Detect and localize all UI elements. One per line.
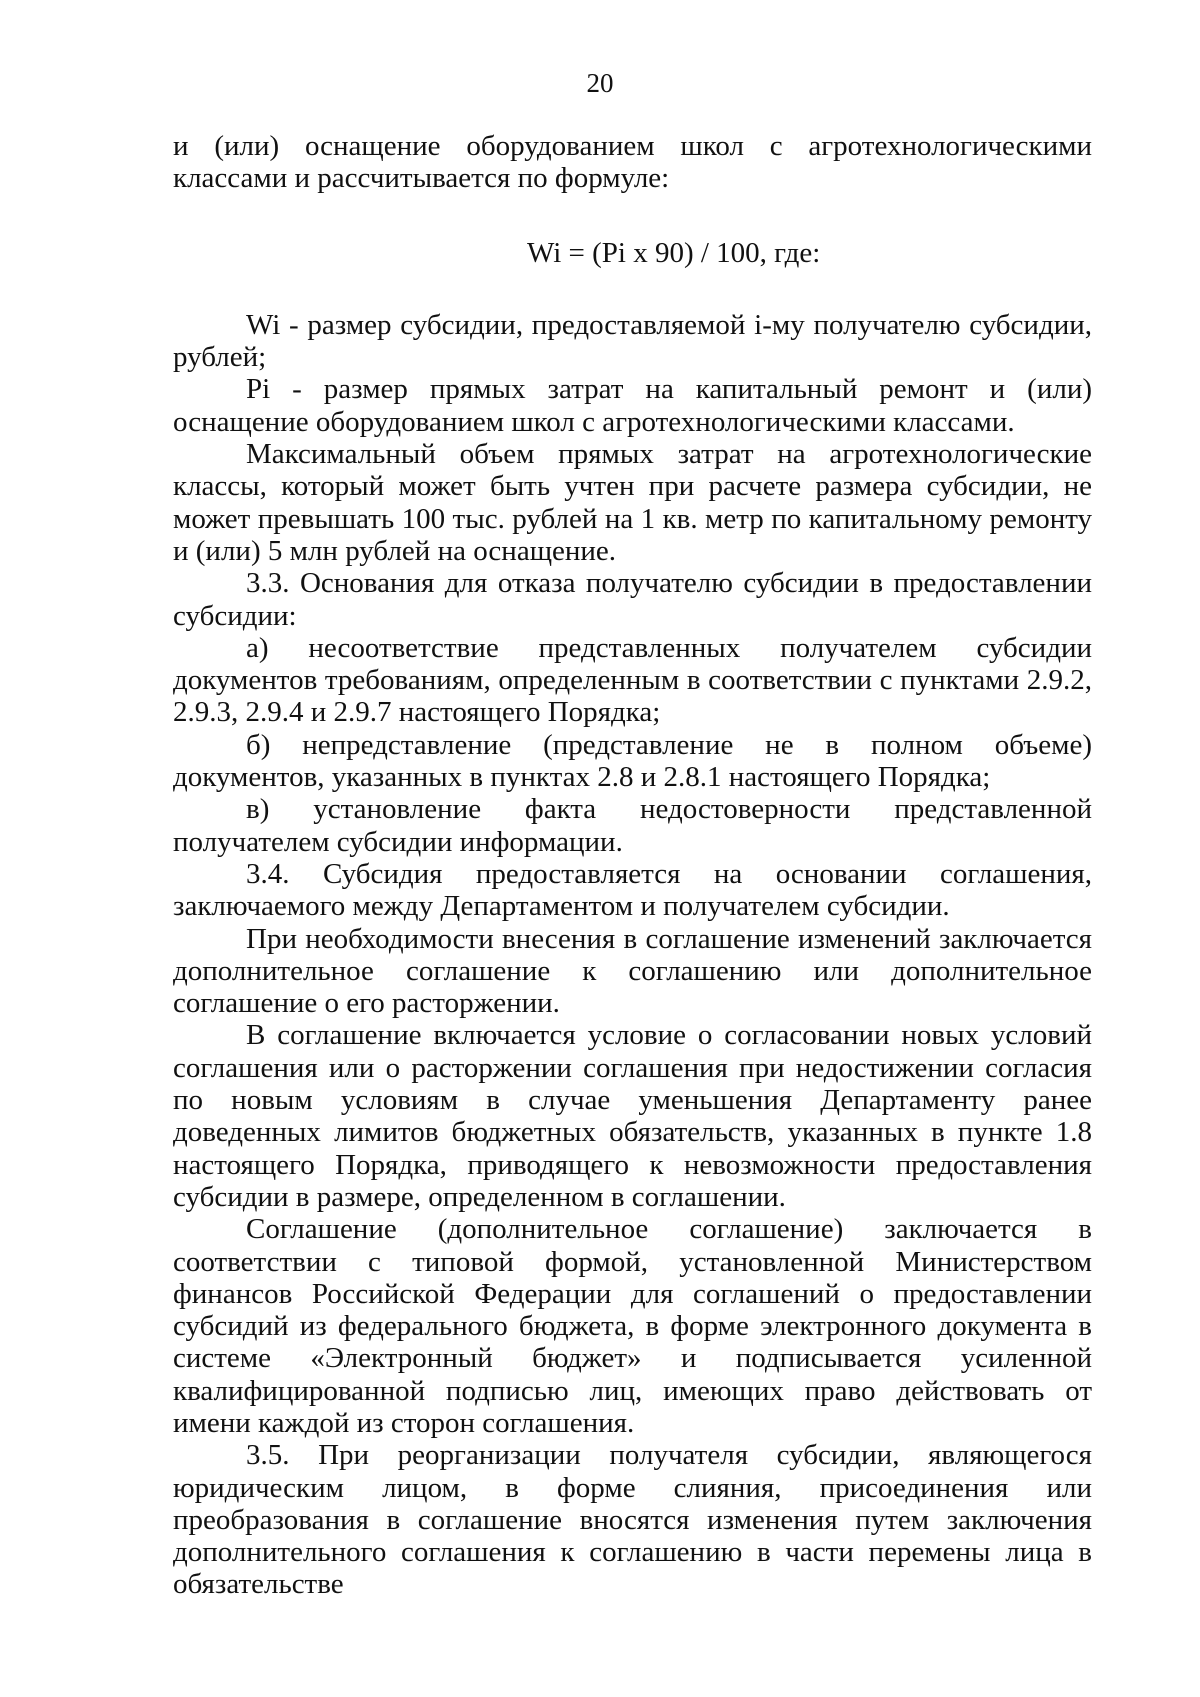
paragraph-amendments: При необходимости внесения в соглашение изменений заключается дополнительное соглашение к соглашению или дополнительное соглашение о его расторжении. xyxy=(173,922,1092,1020)
paragraph-3-4: 3.4. Субсидия предоставляется на основании соглашения, заключаемого между Департаментом и получателем субсидии. xyxy=(173,857,1092,923)
formula: Wi = (Pi x 90) / 100, где: xyxy=(527,236,821,269)
document-body xyxy=(173,130,1092,1601)
paragraph-3-3: 3.3. Основания для отказа получателю субсидии в предоставлении субсидии: xyxy=(173,567,1092,632)
paragraph-max-costs: Максимальный объем прямых затрат на агротехнологические классы, который может быть учтен при расчете размера субсидии, не может превышать 100 тыс. рублей на 1 кв. метр по капитальному ремонту и (или) 5 млн рублей на оснащение. xyxy=(173,438,1092,567)
paragraph-agreement-form: Соглашение (дополнительное соглашение) заключается в соответствии с типовой формой, установленной Министерством финансов Российской Федерации для соглашений о предоставлении субсидий из федерального бюджета, в форме электронного документа в системе «Электронный бюджет» и подписывается усиленной квалифицированной подписью лиц, имеющих право действовать от имени каждой из сторон соглашения. xyxy=(173,1213,1092,1439)
paragraph-wi-definition: Wi - размер субсидии, предоставляемой i-му получателю субсидии, рублей; xyxy=(173,308,1092,374)
paragraph-3-3-b: б) непредставление (представление не в полном объеме) документов, указанных в пунктах 2.8 и 2.8.1 настоящего Порядка; xyxy=(173,728,1092,794)
paragraph-pi-definition: Pi - размер прямых затрат на капитальный ремонт и (или) оснащение оборудованием школ с агротехнологическими классами. xyxy=(173,373,1092,438)
paragraph-3-5: 3.5. При реорганизации получателя субсидии, являющегося юридическим лицом, в форме слияния, присоединения или преобразования в соглашение вносятся изменения путем заключения дополнительного соглашения к соглашению в части перемены лица в обязательстве xyxy=(173,1439,1092,1601)
paragraph-3-3-a: а) несоответствие представленных получателем субсидии документов требованиям, определенным в соответствии с пунктами 2.9.2, 2.9.3, 2.9.4 и 2.9.7 настоящего Порядка; xyxy=(173,631,1092,729)
paragraph-new-conditions: В соглашение включается условие о согласовании новых условий соглашения или о расторжении соглашения при недостижении согласия по новым условиям в случае уменьшения Департаменту ранее доведенных лимитов бюджетных обязательств, указанных в пункте 1.8 настоящего Порядка, приводящего к невозможности предоставления субсидии в размере, определенном в соглашении. xyxy=(173,1019,1092,1213)
paragraph-3-3-v: в) установление факта недостоверности представленной получателем субсидии информации. xyxy=(173,793,1092,858)
page-number: 20 xyxy=(586,68,614,98)
paragraph-intro: и (или) оснащение оборудованием школ с агротехнологическими классами и рассчитывается по формуле: xyxy=(173,130,1092,195)
